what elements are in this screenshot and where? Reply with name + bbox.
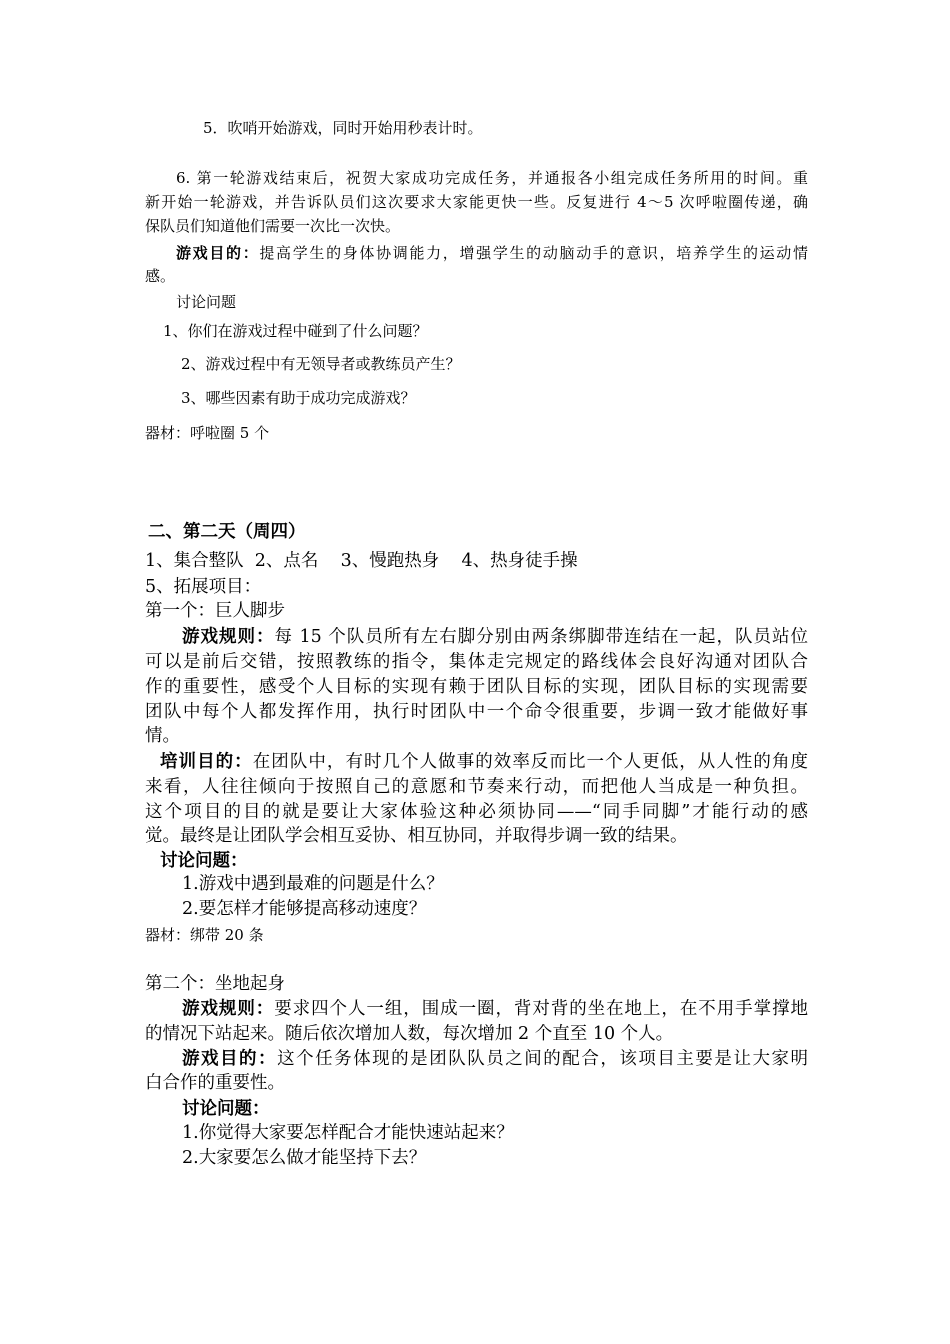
purpose-line: 白合作的重要性。 [145, 1073, 285, 1093]
question: 2、游戏过程中有无领导者或教练员产生？ [181, 355, 461, 373]
training-purpose-label: 培训目的： [160, 752, 253, 772]
step-6-line: 新开始一轮游戏，并告诉队员们这次要求大家能更快一些。反复进行 4～5 次呼啦圈传递，确 [145, 193, 808, 211]
game-title: 第一个：巨人脚步 [145, 601, 285, 621]
equipment: 器材：呼啦圈 5 个 [145, 424, 270, 442]
training-purpose-line [160, 752, 808, 773]
question: 1.你觉得大家要怎样配合才能快速站起来？ [182, 1123, 514, 1143]
rules-label: 游戏规则： [182, 999, 275, 1019]
question: 2.要怎样才能够提高移动速度？ [182, 899, 427, 919]
training-purpose-line: 觉。最终是让团队学会相互妥协、相互协同，并取得步调一致的结果。 [145, 826, 688, 846]
purpose-line [176, 244, 808, 262]
rules-line [182, 627, 808, 648]
step-5: 5．吹哨开始游戏，同时开始用秒表计时。 [203, 119, 483, 137]
rules-line: 团队中每个人都发挥作用，执行时团队中一个命令很重要，步调一致才能做好事 [145, 702, 808, 722]
step-6-line: 保队员们知道他们需要一次比一次快。 [145, 217, 401, 235]
rules-line [182, 999, 808, 1020]
question: 2.大家要怎么做才能坚持下去？ [182, 1148, 427, 1168]
rules-line: 的情况下站起来。随后依次增加人数，每次增加 2 个直至 10 个人。 [145, 1024, 674, 1044]
rules-label: 游戏规则： [182, 627, 275, 647]
discussion-label: 讨论问题 [176, 293, 237, 311]
rules-text: 要求四个人一组，围成一圈，背对背的坐在地上，在不用手掌撑地 [274, 999, 809, 1019]
discussion-label: 讨论问题： [160, 851, 248, 871]
equipment: 器材：绑带 20 条 [145, 926, 264, 944]
rules-text: 每 15 个队员所有左右脚分别由两条绑脚带连结在一起，队员站位 [274, 627, 808, 647]
purpose-line [182, 1049, 808, 1070]
question: 1.游戏中遇到最难的问题是什么？ [182, 874, 444, 894]
agenda: 1、集合整队 2、点名 3、慢跑热身 4、热身徒手操 [145, 551, 578, 571]
question: 3、哪些因素有助于成功完成游戏？ [181, 389, 416, 407]
rules-line: 情。 [145, 726, 180, 746]
discussion-label: 讨论问题： [182, 1099, 270, 1119]
purpose-line: 感。 [145, 267, 176, 285]
purpose-text: 这个任务体现的是团队队员之间的配合，该项目主要是让大家明 [277, 1049, 808, 1069]
training-purpose-line: 这个项目的目的就是要让大家体验这种必须协同——“同手同脚”才能行动的感 [145, 802, 808, 822]
question: 1、你们在游戏过程中碰到了什么问题？ [163, 322, 428, 340]
training-purpose-text: 在团队中，有时几个人做事的效率反而比一个人更低，从人性的角度 [252, 752, 809, 772]
training-purpose-line: 来看，人往往倾向于按照自己的意愿和节奏来行动，而把他人当成是一种负担。 [145, 777, 808, 797]
expansion-label: 5、拓展项目： [145, 577, 262, 597]
section-heading: 二、第二天（周四） [148, 522, 306, 542]
rules-line: 作的重要性，感受个人目标的实现有赖于团队目标的实现，团队目标的实现需要 [145, 677, 808, 697]
game-title: 第二个：坐地起身 [145, 974, 285, 994]
purpose-text: 提高学生的身体协调能力，增强学生的动脑动手的意识，培养学生的运动情 [259, 244, 808, 262]
purpose-label: 游戏目的： [176, 244, 260, 262]
step-6-line: 6. 第一轮游戏结束后，祝贺大家成功完成任务，并通报各小组完成任务所用的时间。重 [176, 169, 808, 187]
rules-line: 可以是前后交错，按照教练的指令，集体走完规定的路线体会良好沟通对团队合 [145, 652, 808, 672]
purpose-label: 游戏目的： [182, 1049, 278, 1069]
